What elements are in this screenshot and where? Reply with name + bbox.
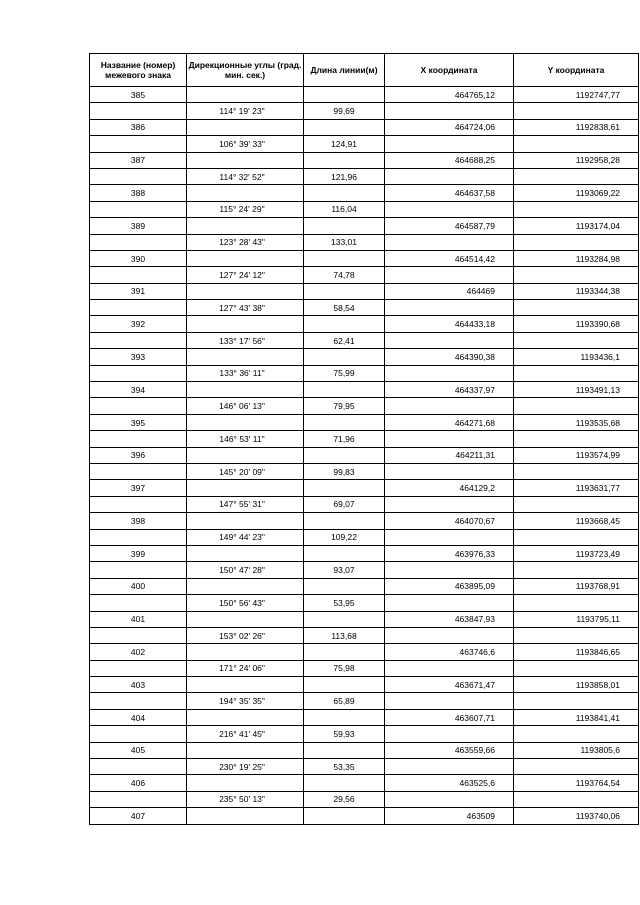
empty-cell: [514, 431, 639, 447]
direction-angle: 123° 28' 43": [187, 234, 304, 250]
empty-cell: [187, 709, 304, 725]
x-coordinate: 464637,58: [385, 185, 514, 201]
empty-cell: [90, 300, 187, 316]
line-length: 109,22: [304, 529, 385, 545]
y-coordinate: 1193841,41: [514, 709, 639, 725]
empty-cell: [90, 496, 187, 512]
point-row: [90, 775, 639, 791]
empty-cell: [514, 693, 639, 709]
empty-cell: [90, 136, 187, 152]
empty-cell: [304, 349, 385, 365]
x-coordinate: 463559,66: [385, 742, 514, 758]
point-name: 400: [90, 578, 187, 594]
line-length: 124,91: [304, 136, 385, 152]
header-length: Длина линии(м): [304, 54, 385, 87]
x-coordinate: 464688,25: [385, 152, 514, 168]
line-length: 116,04: [304, 201, 385, 217]
y-coordinate: 1193846,65: [514, 644, 639, 660]
segment-row: [90, 300, 639, 316]
empty-cell: [90, 398, 187, 414]
direction-angle: 106° 39' 33": [187, 136, 304, 152]
direction-angle: 115° 24' 29": [187, 201, 304, 217]
header-angle: Дирекционные углы (град. мин. сек.): [187, 54, 304, 87]
x-coordinate: 464271,68: [385, 414, 514, 430]
empty-cell: [514, 103, 639, 119]
segment-row: [90, 529, 639, 545]
segment-row: [90, 759, 639, 775]
empty-cell: [514, 759, 639, 775]
segment-row: [90, 431, 639, 447]
empty-cell: [385, 463, 514, 479]
direction-angle: 146° 06' 13": [187, 398, 304, 414]
header-name: Название (номер) межевого знака: [90, 54, 187, 87]
empty-cell: [304, 513, 385, 529]
point-name: 407: [90, 808, 187, 824]
empty-cell: [385, 726, 514, 742]
point-row: [90, 316, 639, 332]
empty-cell: [385, 398, 514, 414]
point-name: 393: [90, 349, 187, 365]
empty-cell: [385, 300, 514, 316]
empty-cell: [187, 414, 304, 430]
point-name: 385: [90, 87, 187, 103]
point-row: [90, 808, 639, 824]
y-coordinate: 1193805,6: [514, 742, 639, 758]
empty-cell: [187, 349, 304, 365]
empty-cell: [385, 201, 514, 217]
point-row: [90, 480, 639, 496]
line-length: 133,01: [304, 234, 385, 250]
empty-cell: [514, 660, 639, 676]
empty-cell: [514, 201, 639, 217]
point-row: [90, 349, 639, 365]
empty-cell: [187, 283, 304, 299]
point-name: 402: [90, 644, 187, 660]
empty-cell: [187, 185, 304, 201]
x-coordinate: 464724,06: [385, 119, 514, 135]
line-length: 62,41: [304, 332, 385, 348]
line-length: 69,07: [304, 496, 385, 512]
line-length: 29,56: [304, 791, 385, 807]
point-row: [90, 250, 639, 266]
empty-cell: [90, 693, 187, 709]
empty-cell: [187, 578, 304, 594]
empty-cell: [304, 480, 385, 496]
x-coordinate: 464211,31: [385, 447, 514, 463]
x-coordinate: 464070,67: [385, 513, 514, 529]
table-body: [90, 87, 639, 825]
empty-cell: [385, 365, 514, 381]
segment-row: [90, 562, 639, 578]
point-name: 396: [90, 447, 187, 463]
empty-cell: [514, 365, 639, 381]
empty-cell: [304, 709, 385, 725]
y-coordinate: 1193284,98: [514, 250, 639, 266]
empty-cell: [385, 791, 514, 807]
point-row: [90, 414, 639, 430]
y-coordinate: 1192747,77: [514, 87, 639, 103]
point-row: [90, 447, 639, 463]
direction-angle: 147° 55' 31": [187, 496, 304, 512]
x-coordinate: 464433,18: [385, 316, 514, 332]
empty-cell: [304, 218, 385, 234]
line-length: 93,07: [304, 562, 385, 578]
x-coordinate: 463976,33: [385, 545, 514, 561]
segment-row: [90, 791, 639, 807]
empty-cell: [187, 119, 304, 135]
empty-cell: [514, 168, 639, 184]
y-coordinate: 1193491,13: [514, 382, 639, 398]
empty-cell: [90, 267, 187, 283]
segment-row: [90, 365, 639, 381]
empty-cell: [304, 283, 385, 299]
x-coordinate: 463525,6: [385, 775, 514, 791]
empty-cell: [385, 759, 514, 775]
y-coordinate: 1193174,04: [514, 218, 639, 234]
line-length: 79,95: [304, 398, 385, 414]
empty-cell: [514, 726, 639, 742]
empty-cell: [187, 513, 304, 529]
header-x: X координата: [385, 54, 514, 87]
empty-cell: [514, 627, 639, 643]
empty-cell: [90, 726, 187, 742]
empty-cell: [90, 234, 187, 250]
line-length: 53,95: [304, 595, 385, 611]
y-coordinate: 1193795,11: [514, 611, 639, 627]
segment-row: [90, 660, 639, 676]
empty-cell: [90, 627, 187, 643]
empty-cell: [385, 660, 514, 676]
empty-cell: [187, 218, 304, 234]
y-coordinate: 1193390,68: [514, 316, 639, 332]
direction-angle: 146° 53' 11": [187, 431, 304, 447]
x-coordinate: 464587,79: [385, 218, 514, 234]
empty-cell: [385, 168, 514, 184]
point-name: 406: [90, 775, 187, 791]
y-coordinate: 1193764,54: [514, 775, 639, 791]
empty-cell: [304, 382, 385, 398]
point-row: [90, 119, 639, 135]
x-coordinate: 464514,42: [385, 250, 514, 266]
point-name: 395: [90, 414, 187, 430]
empty-cell: [90, 463, 187, 479]
empty-cell: [514, 136, 639, 152]
x-coordinate: 463895,09: [385, 578, 514, 594]
direction-angle: 216° 41' 45": [187, 726, 304, 742]
empty-cell: [385, 529, 514, 545]
empty-cell: [90, 595, 187, 611]
line-length: 58,54: [304, 300, 385, 316]
segment-row: [90, 136, 639, 152]
empty-cell: [514, 791, 639, 807]
point-row: [90, 218, 639, 234]
x-coordinate: 464129,2: [385, 480, 514, 496]
segment-row: [90, 267, 639, 283]
empty-cell: [304, 611, 385, 627]
empty-cell: [304, 447, 385, 463]
empty-cell: [304, 644, 385, 660]
segment-row: [90, 496, 639, 512]
point-row: [90, 185, 639, 201]
empty-cell: [90, 103, 187, 119]
direction-angle: 230° 19' 25": [187, 759, 304, 775]
segment-row: [90, 463, 639, 479]
point-name: 398: [90, 513, 187, 529]
empty-cell: [187, 480, 304, 496]
empty-cell: [514, 398, 639, 414]
point-row: [90, 545, 639, 561]
y-coordinate: 1193740,06: [514, 808, 639, 824]
empty-cell: [304, 578, 385, 594]
empty-cell: [187, 382, 304, 398]
segment-row: [90, 201, 639, 217]
empty-cell: [304, 545, 385, 561]
point-row: [90, 382, 639, 398]
line-length: 121,96: [304, 168, 385, 184]
point-row: [90, 513, 639, 529]
empty-cell: [385, 103, 514, 119]
empty-cell: [385, 431, 514, 447]
empty-cell: [90, 529, 187, 545]
point-name: 392: [90, 316, 187, 332]
y-coordinate: 1193858,01: [514, 677, 639, 693]
empty-cell: [187, 644, 304, 660]
direction-angle: 153° 02' 26": [187, 627, 304, 643]
empty-cell: [514, 595, 639, 611]
empty-cell: [187, 447, 304, 463]
segment-row: [90, 726, 639, 742]
empty-cell: [187, 808, 304, 824]
x-coordinate: 464469: [385, 283, 514, 299]
segment-row: [90, 693, 639, 709]
x-coordinate: 463847,93: [385, 611, 514, 627]
direction-angle: 114° 19' 23": [187, 103, 304, 119]
direction-angle: 145° 20' 09": [187, 463, 304, 479]
y-coordinate: 1193436,1: [514, 349, 639, 365]
direction-angle: 150° 47' 28": [187, 562, 304, 578]
empty-cell: [304, 87, 385, 103]
empty-cell: [304, 119, 385, 135]
point-name: 389: [90, 218, 187, 234]
empty-cell: [514, 463, 639, 479]
point-name: 390: [90, 250, 187, 266]
point-name: 388: [90, 185, 187, 201]
y-coordinate: 1193631,77: [514, 480, 639, 496]
x-coordinate: 464390,38: [385, 349, 514, 365]
direction-angle: 127° 43' 38": [187, 300, 304, 316]
point-row: [90, 611, 639, 627]
direction-angle: 235° 50' 13": [187, 791, 304, 807]
point-name: 401: [90, 611, 187, 627]
empty-cell: [514, 300, 639, 316]
point-row: [90, 709, 639, 725]
empty-cell: [514, 332, 639, 348]
point-row: [90, 283, 639, 299]
empty-cell: [90, 660, 187, 676]
segment-row: [90, 398, 639, 414]
empty-cell: [187, 152, 304, 168]
empty-cell: [385, 332, 514, 348]
segment-row: [90, 595, 639, 611]
empty-cell: [187, 316, 304, 332]
point-name: 405: [90, 742, 187, 758]
empty-cell: [304, 808, 385, 824]
segment-row: [90, 332, 639, 348]
point-row: [90, 742, 639, 758]
empty-cell: [514, 529, 639, 545]
point-row: [90, 677, 639, 693]
point-name: 397: [90, 480, 187, 496]
empty-cell: [514, 267, 639, 283]
y-coordinate: 1193535,68: [514, 414, 639, 430]
empty-cell: [304, 775, 385, 791]
empty-cell: [90, 332, 187, 348]
point-name: 403: [90, 677, 187, 693]
point-name: 394: [90, 382, 187, 398]
y-coordinate: 1192838,61: [514, 119, 639, 135]
empty-cell: [187, 775, 304, 791]
empty-cell: [187, 545, 304, 561]
direction-angle: 133° 36' 11": [187, 365, 304, 381]
direction-angle: 149° 44' 23": [187, 529, 304, 545]
header-row: [90, 54, 639, 87]
empty-cell: [90, 431, 187, 447]
empty-cell: [187, 611, 304, 627]
point-name: 387: [90, 152, 187, 168]
segment-row: [90, 627, 639, 643]
direction-angle: 133° 17' 56": [187, 332, 304, 348]
empty-cell: [90, 201, 187, 217]
empty-cell: [385, 136, 514, 152]
line-length: 75,98: [304, 660, 385, 676]
y-coordinate: 1193723,49: [514, 545, 639, 561]
empty-cell: [90, 759, 187, 775]
empty-cell: [304, 152, 385, 168]
segment-row: [90, 168, 639, 184]
y-coordinate: 1193574,99: [514, 447, 639, 463]
empty-cell: [514, 496, 639, 512]
empty-cell: [90, 562, 187, 578]
x-coordinate: 464765,12: [385, 87, 514, 103]
line-length: 74,78: [304, 267, 385, 283]
line-length: 99,83: [304, 463, 385, 479]
point-name: 399: [90, 545, 187, 561]
x-coordinate: 463671,47: [385, 677, 514, 693]
direction-angle: 114° 32' 52": [187, 168, 304, 184]
x-coordinate: 464337,97: [385, 382, 514, 398]
y-coordinate: 1193069,22: [514, 185, 639, 201]
direction-angle: 171° 24' 06": [187, 660, 304, 676]
point-row: [90, 87, 639, 103]
empty-cell: [187, 250, 304, 266]
point-row: [90, 644, 639, 660]
empty-cell: [187, 677, 304, 693]
empty-cell: [385, 627, 514, 643]
point-name: 386: [90, 119, 187, 135]
boundary-coordinates-table: [89, 53, 639, 825]
point-row: [90, 578, 639, 594]
segment-row: [90, 234, 639, 250]
empty-cell: [385, 496, 514, 512]
empty-cell: [304, 250, 385, 266]
empty-cell: [514, 234, 639, 250]
empty-cell: [385, 234, 514, 250]
empty-cell: [304, 742, 385, 758]
empty-cell: [304, 185, 385, 201]
line-length: 59,93: [304, 726, 385, 742]
y-coordinate: 1193668,45: [514, 513, 639, 529]
line-length: 71,96: [304, 431, 385, 447]
y-coordinate: 1192958,28: [514, 152, 639, 168]
x-coordinate: 463509: [385, 808, 514, 824]
line-length: 65,89: [304, 693, 385, 709]
point-row: [90, 152, 639, 168]
empty-cell: [90, 168, 187, 184]
empty-cell: [304, 414, 385, 430]
empty-cell: [385, 693, 514, 709]
empty-cell: [187, 742, 304, 758]
header-y: Y координата: [514, 54, 639, 87]
empty-cell: [385, 562, 514, 578]
y-coordinate: 1193344,38: [514, 283, 639, 299]
empty-cell: [385, 267, 514, 283]
direction-angle: 194° 35' 35": [187, 693, 304, 709]
direction-angle: 150° 56' 43": [187, 595, 304, 611]
line-length: 99,69: [304, 103, 385, 119]
empty-cell: [90, 791, 187, 807]
y-coordinate: 1193768,91: [514, 578, 639, 594]
segment-row: [90, 103, 639, 119]
empty-cell: [304, 677, 385, 693]
x-coordinate: 463746,6: [385, 644, 514, 660]
empty-cell: [514, 562, 639, 578]
direction-angle: 127° 24' 12": [187, 267, 304, 283]
point-name: 404: [90, 709, 187, 725]
empty-cell: [304, 316, 385, 332]
empty-cell: [385, 595, 514, 611]
point-name: 391: [90, 283, 187, 299]
line-length: 53,35: [304, 759, 385, 775]
line-length: 75,99: [304, 365, 385, 381]
empty-cell: [90, 365, 187, 381]
empty-cell: [187, 87, 304, 103]
line-length: 113,68: [304, 627, 385, 643]
x-coordinate: 463607,71: [385, 709, 514, 725]
